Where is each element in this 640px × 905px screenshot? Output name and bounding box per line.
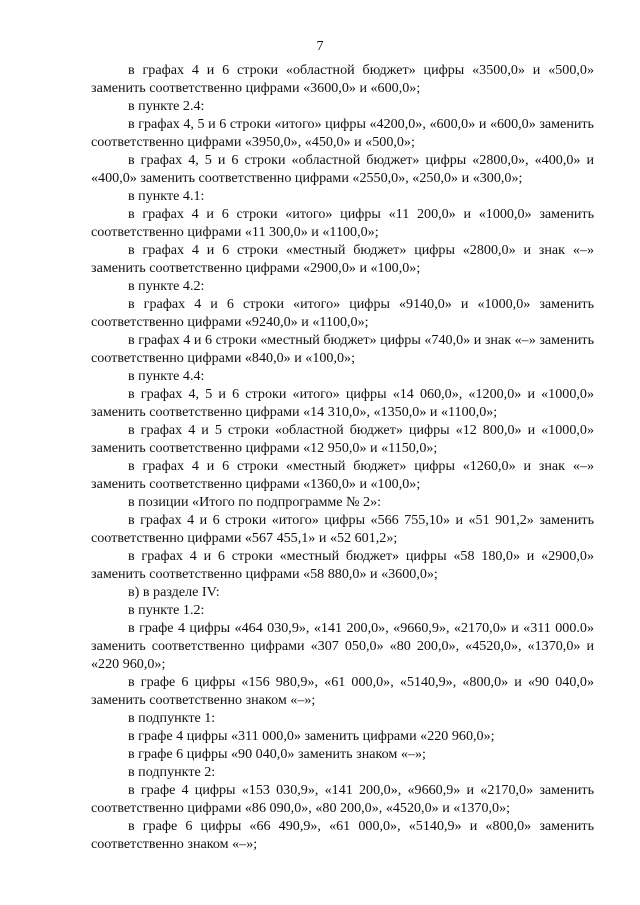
document-body xyxy=(91,61,594,853)
paragraph: в графах 4, 5 и 6 строки «областной бюджет» цифры «2800,0», «400,0» и «400,0» заменить соответственно цифрами «2550,0», «250,0» и «300,0»; xyxy=(91,152,594,186)
paragraph: в графах 4 и 6 строки «итого» цифры «566 755,10» и «51 901,2» заменить соответственно цифрами «567 455,1» и «52 601,2»; xyxy=(91,512,594,546)
paragraph: в графе 4 цифры «464 030,9», «141 200,0», «9660,9», «2170,0» и «311 000.0» заменить соответственно цифрами «307 050,0» «80 200,0», «4520,0», «1370,0» и «220 960,0»; xyxy=(91,620,594,672)
paragraph: в графе 6 цифры «156 980,9», «61 000,0», «5140,9», «800,0» и «90 040,0» заменить соответственно знаком «–»; xyxy=(91,674,594,708)
paragraph: в графах 4 и 6 строки «местный бюджет» цифры «1260,0» и знак «–» заменить соответственно цифрами «1360,0» и «100,0»; xyxy=(91,458,594,492)
paragraph: в пункте 4.4: xyxy=(128,368,205,384)
paragraph: в графах 4 и 6 строки «местный бюджет» цифры «740,0» и знак «–» заменить соответственно цифрами «840,0» и «100,0»; xyxy=(91,332,594,366)
paragraph: в пункте 2.4: xyxy=(128,98,205,114)
paragraph: в графе 4 цифры «311 000,0» заменить цифрами «220 960,0»; xyxy=(128,728,495,744)
paragraph: в графах 4, 5 и 6 строки «итого» цифры «14 060,0», «1200,0» и «1000,0» заменить соответственно цифрами «14 310,0», «1350,0» и «1100,0»; xyxy=(91,386,594,420)
paragraph: в подпункте 1: xyxy=(128,710,216,726)
paragraph: в пункте 4.2: xyxy=(128,278,205,294)
paragraph: в подпункте 2: xyxy=(128,764,216,780)
paragraph: в пункте 1.2: xyxy=(128,602,205,618)
paragraph: в графе 6 цифры «66 490,9», «61 000,0», «5140,9» и «800,0» заменить соответственно знаком «–»; xyxy=(91,818,594,852)
paragraph: в графах 4 и 5 строки «областной бюджет» цифры «12 800,0» и «1000,0» заменить соответственно цифрами «12 950,0» и «1150,0»; xyxy=(91,422,594,456)
paragraph: в графе 4 цифры «153 030,9», «141 200,0», «9660,9» и «2170,0» заменить соответственно цифрами «86 090,0», «80 200,0», «4520,0» и «1370,0»; xyxy=(91,782,594,816)
paragraph: в графе 6 цифры «90 040,0» заменить знаком «–»; xyxy=(128,746,426,762)
page-number: 7 xyxy=(316,38,324,54)
paragraph: в) в разделе IV: xyxy=(128,584,220,600)
paragraph: в графах 4 и 6 строки «областной бюджет» цифры «3500,0» и «500,0» заменить соответственно цифрами «3600,0» и «600,0»; xyxy=(91,62,594,96)
paragraph: в графах 4 и 6 строки «итого» цифры «11 200,0» и «1000,0» заменить соответственно цифрами «11 300,0» и «1100,0»; xyxy=(91,206,594,240)
paragraph: в графах 4 и 6 строки «итого» цифры «9140,0» и «1000,0» заменить соответственно цифрами «9240,0» и «1100,0»; xyxy=(91,296,594,330)
paragraph: в графах 4 и 6 строки «местный бюджет» цифры «2800,0» и знак «–» заменить соответственно цифрами «2900,0» и «100,0»; xyxy=(91,242,594,276)
paragraph: в графах 4 и 6 строки «местный бюджет» цифры «58 180,0» и «2900,0» заменить соответственно цифрами «58 880,0» и «3600,0»; xyxy=(91,548,594,582)
paragraph: в графах 4, 5 и 6 строки «итого» цифры «4200,0», «600,0» и «600,0» заменить соответственно цифрами «3950,0», «450,0» и «500,0»; xyxy=(91,116,594,150)
paragraph: в пункте 4.1: xyxy=(128,188,205,204)
paragraph: в позиции «Итого по подпрограмме № 2»: xyxy=(128,494,382,510)
